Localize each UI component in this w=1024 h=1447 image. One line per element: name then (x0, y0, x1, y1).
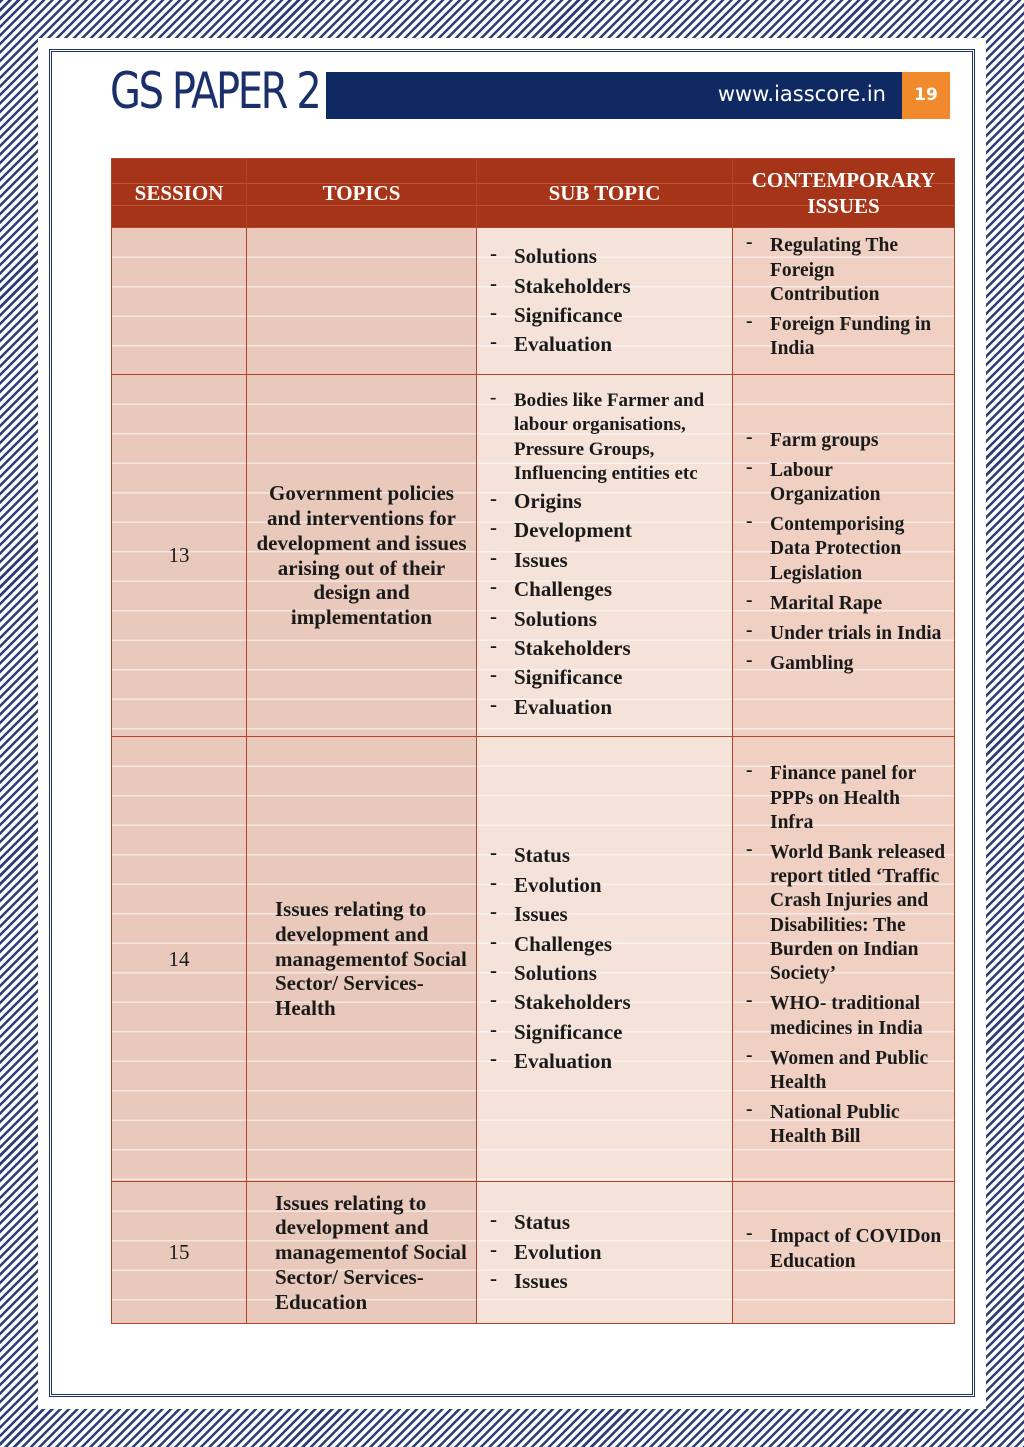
list-item: - Evaluation (514, 330, 720, 359)
list-item: - Marital Rape (770, 592, 946, 616)
page-title: GS PAPER 2 (110, 62, 320, 120)
list-item: - Evolution (514, 1238, 720, 1267)
list-item: - Evaluation (514, 1047, 720, 1076)
issues-cell (733, 228, 955, 375)
list-item: - Origins (514, 487, 720, 516)
issues-list (733, 234, 954, 361)
page-number: 19 (902, 72, 950, 119)
list-item: - Issues (514, 1267, 720, 1296)
column-header-contemporary-issues: CONTEMPORARY ISSUES (733, 159, 955, 228)
list-item: - Challenges (514, 930, 720, 959)
list-item: - Impact of COVIDon Education (770, 1225, 946, 1273)
list-item: - Bodies like Farmer and labour organisations, Pressure Groups, Influencing entities etc (514, 389, 720, 487)
list-item: - Significance (514, 301, 720, 330)
list-item: - Under trials in India (770, 622, 946, 646)
subtopic-cell (477, 375, 733, 737)
list-item: - Foreign Funding in India (770, 313, 946, 361)
page (38, 38, 986, 1409)
list-item: - Issues (514, 546, 720, 575)
issues-list (733, 762, 954, 1149)
subtopic-list (477, 1208, 732, 1296)
syllabus-table (111, 158, 955, 1324)
list-item: - World Bank released report titled ‘Traffic Crash Injuries and Disabilities: The Burden on Indian Society’ (770, 841, 946, 986)
list-item: - Evolution (514, 871, 720, 900)
list-item: - Issues (514, 900, 720, 929)
list-item: - Regulating The Foreign Contribution (770, 234, 946, 307)
subtopic-cell (477, 228, 733, 375)
column-header-topics: TOPICS (247, 159, 477, 228)
table-row (112, 228, 955, 375)
list-item: - Stakeholders (514, 988, 720, 1017)
list-item: - Evaluation (514, 693, 720, 722)
list-item: - Solutions (514, 959, 720, 988)
list-item: - Solutions (514, 605, 720, 634)
issues-cell (733, 737, 955, 1182)
subtopic-list (477, 841, 732, 1076)
subtopic-list (477, 242, 732, 360)
list-item: - Contemporising Data Protection Legislation (770, 513, 946, 586)
session-cell: 13 (112, 375, 247, 737)
issues-list (733, 1225, 954, 1273)
table-row (112, 737, 955, 1182)
topic-cell: Issues relating to development and managementof Social Sector/ Services- Education (247, 1182, 477, 1324)
session-cell: 14 (112, 737, 247, 1182)
table-header-row (112, 159, 955, 228)
session-cell: 15 (112, 1182, 247, 1324)
subtopic-list (477, 389, 732, 722)
list-item: - Women and Public Health (770, 1047, 946, 1095)
issues-cell (733, 375, 955, 737)
list-item: - Finance panel for PPPs on Health Infra (770, 762, 946, 835)
subtopic-cell (477, 1182, 733, 1324)
table-row (112, 375, 955, 737)
issues-list (733, 429, 954, 677)
list-item: - Gambling (770, 652, 946, 676)
issues-cell (733, 1182, 955, 1324)
list-item: - Labour Organization (770, 459, 946, 507)
column-header-subtopic: SUB TOPIC (477, 159, 733, 228)
list-item: - Solutions (514, 242, 720, 271)
column-header-session: SESSION (112, 159, 247, 228)
topic-cell (247, 228, 477, 375)
list-item: - Stakeholders (514, 634, 720, 663)
list-item: - WHO- traditional medicines in India (770, 992, 946, 1040)
header-banner (326, 72, 902, 119)
list-item: - Significance (514, 1018, 720, 1047)
list-item: - Stakeholders (514, 272, 720, 301)
list-item: - Farm groups (770, 429, 946, 453)
topic-cell: Government policies and interventions for development and issues arising out of their design and implementation (247, 375, 477, 737)
website-link[interactable]: www.iasscore.in (717, 82, 886, 106)
session-cell (112, 228, 247, 375)
list-item: - Significance (514, 663, 720, 692)
list-item: - Status (514, 1208, 720, 1237)
subtopic-cell (477, 737, 733, 1182)
list-item: - Development (514, 516, 720, 545)
list-item: - Challenges (514, 575, 720, 604)
list-item: - Status (514, 841, 720, 870)
list-item: - National Public Health Bill (770, 1101, 946, 1149)
topic-cell: Issues relating to development and managementof Social Sector/ Services- Health (247, 737, 477, 1182)
table-row (112, 1182, 955, 1324)
